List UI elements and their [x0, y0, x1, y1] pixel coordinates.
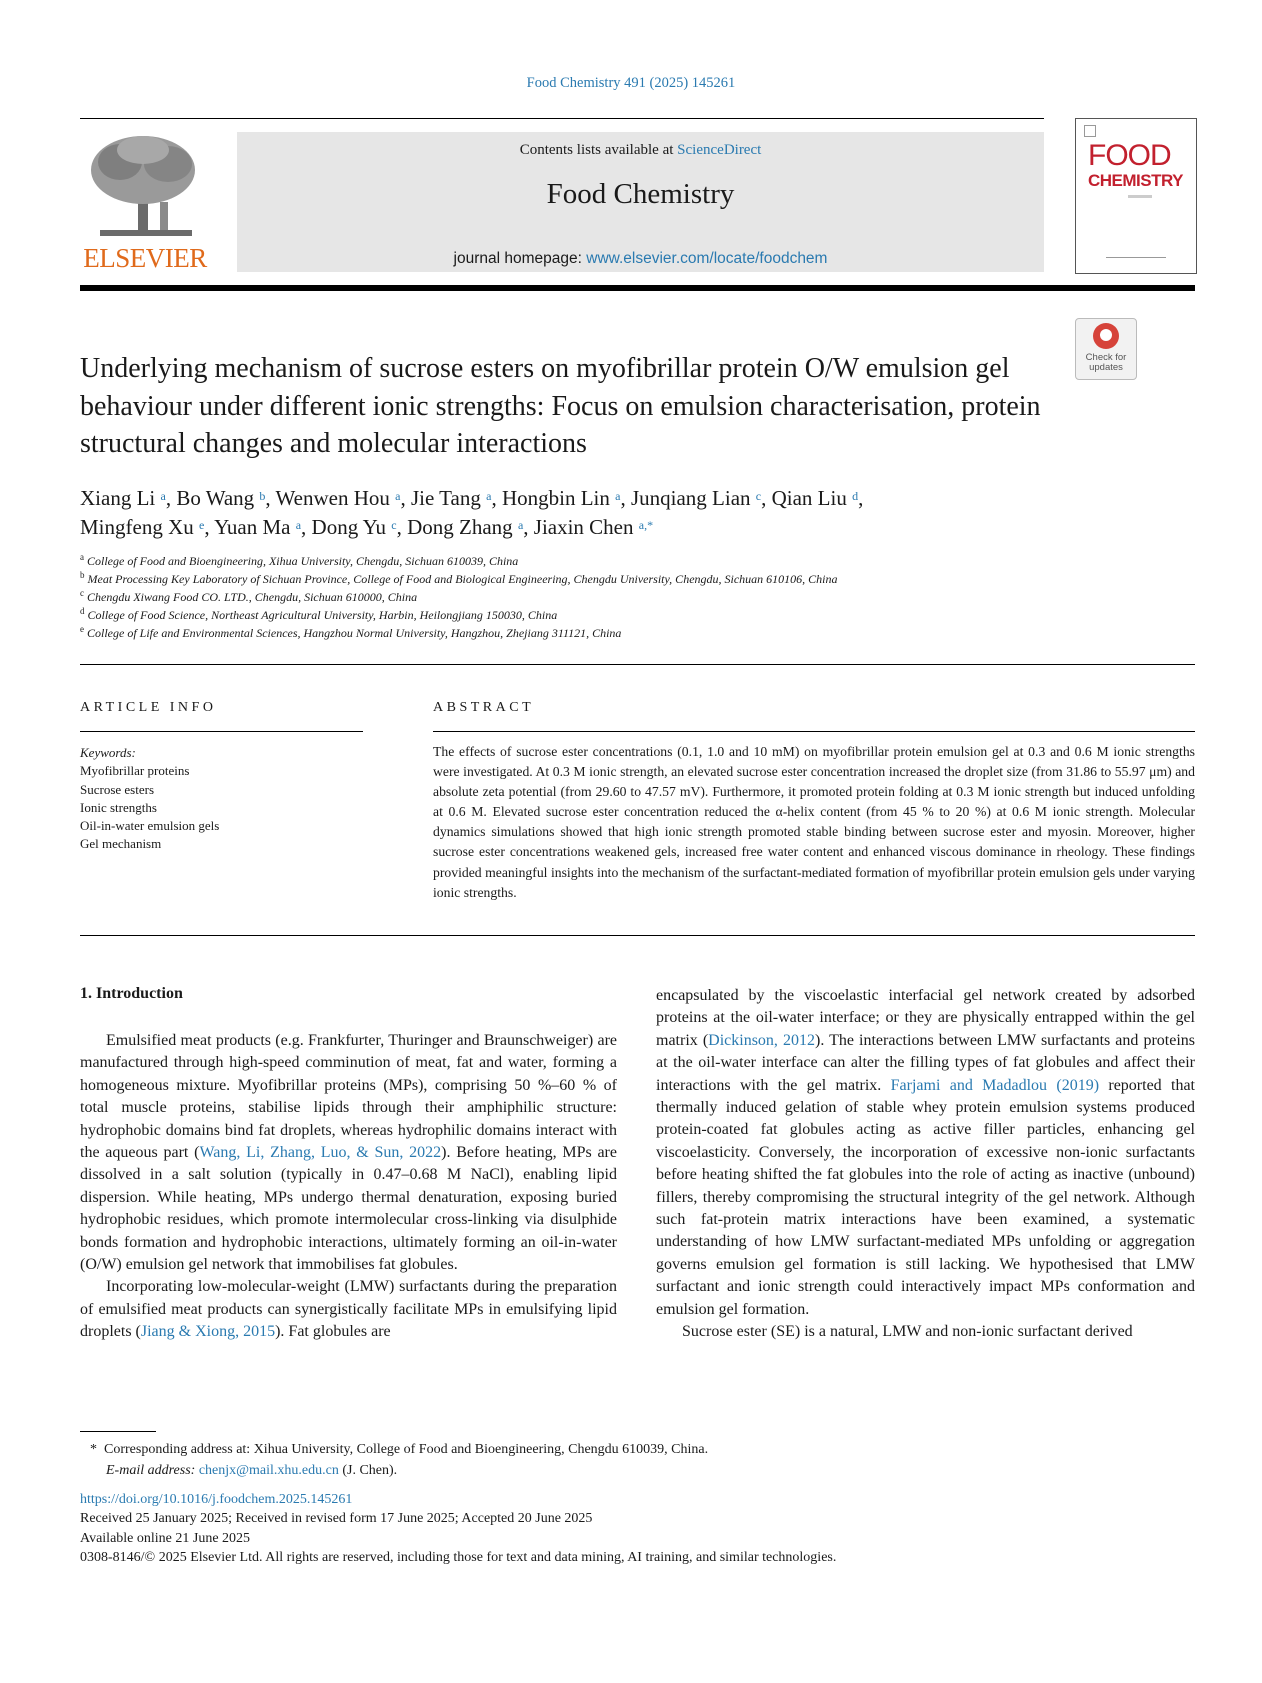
- p3-text-c: reported that thermally induced gelation of stable whey protein emulsion systems produced protein-coated fat globules acting as active filler particles, enhancing gel viscoelasticity. Conversely, the incorporation of excessive non-ionic surfactants before heating shifted the fat globules into the role of acting as inactive (unbound) fillers, thereby compromising the structural integrity of the gel network. Although such fat-protein matrix interactions have been examined, a systematic understanding of how LMW surfactant-mediated MPs unfolding or aggregation governs emulsion gel formation is still lacking. We hypothesised that LMW surfactant and ionic strength could interactively impact MPs conformation and emulsion gel formation.: [656, 1076, 1195, 1318]
- author-name[interactable]: Jie Tang: [410, 486, 481, 510]
- journal-banner: [237, 132, 1044, 272]
- received-dates: Received 25 January 2025; Received in revised form 17 June 2025; Accepted 20 June 2025: [80, 1511, 593, 1527]
- affiliation-key: e: [80, 624, 84, 634]
- keyword-item: Ionic strengths: [80, 799, 157, 815]
- intro-paragraph-4: Sucrose ester (SE) is a natural, LMW and non-ionic surfactant derived: [682, 1323, 1133, 1341]
- contents-line: [237, 142, 1044, 159]
- article-meta: [80, 1490, 1195, 1568]
- author-affiliation-sup[interactable]: a: [395, 489, 401, 503]
- author-affiliation-sup[interactable]: a: [160, 489, 166, 503]
- article-title: Underlying mechanism of sucrose esters on myofibrillar protein O/W emulsion gel behaviour under different ionic strengths: Focus on emulsion characterisation, protein structural changes and molecular interactions: [80, 353, 1041, 459]
- citation-dickinson-2012[interactable]: Dickinson, 2012: [708, 1031, 815, 1049]
- homepage-link[interactable]: www.elsevier.com/locate/foodchem: [586, 250, 828, 267]
- cover-editor-line: [1128, 195, 1152, 198]
- author-affiliation-sup[interactable]: a: [517, 517, 524, 532]
- author-affiliation-sup[interactable]: c: [755, 489, 762, 503]
- affiliation-c: [80, 590, 1180, 605]
- left-column: [80, 1030, 617, 1344]
- footnote: [90, 1439, 1190, 1481]
- elsevier-logo: [80, 132, 210, 274]
- keywords-label: Keywords:: [80, 745, 136, 760]
- elsevier-tree-icon: [80, 132, 210, 242]
- affiliation-d: [80, 608, 1180, 623]
- homepage-prefix: journal homepage:: [453, 250, 582, 267]
- email-link[interactable]: chenjx@mail.xhu.edu.cn: [198, 1463, 339, 1478]
- author-name[interactable]: Xiang Li: [80, 486, 156, 510]
- intro-heading: 1. Introduction: [80, 985, 183, 1002]
- journal-name: Food Chemistry: [546, 178, 735, 210]
- intro-paragraph-3: [656, 985, 1195, 1321]
- abstract-text: The effects of sucrose ester concentrations (0.1, 1.0 and 10 mM) on myofibrillar protein emulsion gel at 0.3 and 0.6 M ionic strengths were investigated. At 0.3 M ionic strength, an elevated sucrose ester concentration increased the droplet size (from 31.86 to 55.97 μm) and absolute zeta potential (from 29.60 to 47.57 mV). Furthermore, it promoted protein folding at 0.3 M ionic strength but induced unfolding at 0.6 M. Elevated sucrose ester concentration reduced the α-helix content (from 45 % to 20 %) at 0.6 M ionic strength. Molecular dynamics simulations showed that high ionic strength promoted stable binding between sucrose ester and myosin. Moreover, higher sucrose ester concentrations weakened gels, increased free water content and enhanced viscous dominance in rheology. These findings provided meaningful insights into the mechanism of the surfactant-mediated formation of myofibrillar protein emulsion gels under varying ionic strengths.: [433, 744, 1195, 900]
- p2-text-b: ). Fat globules are: [275, 1323, 391, 1341]
- available-online: Available online 21 June 2025: [80, 1530, 251, 1546]
- article-info-rule: [80, 731, 363, 732]
- author-name[interactable]: Mingfeng Xu: [80, 514, 194, 539]
- author-affiliation-sup[interactable]: c: [391, 517, 397, 532]
- p1-text-a: Emulsified meat products (e.g. Frankfurter, Thuringer and Braunschweiger) are manufactured through high-speed comminution of meat, fat and water, forming a homogeneous mixture. Myofibrillar proteins (MPs), comprising 50 %–60 % of total muscle proteins, stabilise lipids through their amphiphilic structure: hydrophobic domains bind fat droplets, whereas hydrophilic domains interact with the aqueous part (: [80, 1032, 617, 1162]
- contents-prefix: Contents lists available at: [519, 142, 674, 158]
- p1-text-b: ). Before heating, MPs are dissolved in a salt solution (typically in 0.47–0.68 M NaCl), enabling lipid dispersion. While heating, MPs undergo thermal denaturation, exposing buried hydrophobic residues, which promote intermolecular cross-linking via disulphide bonds formation and hydrophobic interactions, ultimately forming an oil-in-water (O/W) emulsion gel network that immobilises fat globules.: [80, 1144, 617, 1274]
- p3-text-a: encapsulated by the viscoelastic interfacial gel network created by adsorbed proteins at the oil-water interface; or they are physically entrapped within the gel matrix (: [656, 987, 1195, 1049]
- keywords-block: [80, 744, 370, 854]
- author-line-2: Mingfeng Xu $^e$, Yuan Ma $^a$, Dong Yu $^c$, Dong Zhang $^a$, Jiaxin Chen $^{a,*}$: [80, 514, 654, 539]
- affiliation-e: [80, 626, 1180, 641]
- corresponding-address: Corresponding address at: Xihua University, College of Food and Bioengineering, Chengdu 610039, China.: [104, 1442, 709, 1457]
- author-name[interactable]: Dong Zhang: [407, 514, 513, 539]
- check-updates-label: Check for updates: [1085, 352, 1127, 373]
- author-name[interactable]: Bo Wang: [176, 486, 255, 510]
- author-list: [80, 484, 1080, 541]
- author-name[interactable]: Dong Yu: [311, 514, 387, 539]
- citation-farjami-2019[interactable]: Farjami and Madadlou (2019): [890, 1076, 1100, 1094]
- affiliation-text: College of Food Science, Northeast Agricultural University, Harbin, Heilongjiang 150030, China: [84, 608, 558, 622]
- cover-title-chemistry: CHEMISTRY: [1088, 171, 1183, 190]
- affiliation-text: College of Life and Environmental Sciences, Hangzhou Normal University, Hangzhou, Zhejiang 311121, China: [84, 626, 622, 640]
- check-for-updates-badge[interactable]: [1075, 318, 1137, 380]
- sciencedirect-link[interactable]: ScienceDirect: [677, 142, 762, 158]
- email-label: E-mail address:: [106, 1463, 196, 1478]
- affiliation-key: d: [80, 606, 85, 616]
- abstract-heading: ABSTRACT: [433, 700, 535, 715]
- affiliation-key: b: [80, 570, 85, 580]
- keyword-item: Gel mechanism: [80, 836, 162, 852]
- cover-title-food: FOOD: [1088, 139, 1171, 172]
- copyright-line: 0308-8146/© 2025 Elsevier Ltd. All rights are reserved, including those for text and data mining, AI training, and similar technologies.: [80, 1550, 837, 1566]
- affiliation-a: [80, 554, 1180, 569]
- header-rule-thick: [80, 285, 1195, 291]
- author-name[interactable]: Junqiang Lian: [630, 486, 751, 510]
- cover-mini-logo-icon: [1084, 125, 1096, 137]
- author-affiliation-sup[interactable]: e: [199, 517, 205, 532]
- citation-jiang-2015[interactable]: Jiang & Xiong, 2015: [140, 1323, 276, 1341]
- keyword-item: Sucrose esters: [80, 781, 155, 797]
- author-affiliation-sup[interactable]: a: [486, 489, 492, 503]
- journal-cover[interactable]: [1075, 118, 1197, 274]
- intro-paragraph-1: [80, 1030, 617, 1276]
- citation-wang-2022[interactable]: Wang, Li, Zhang, Luo, & Sun, 2022: [199, 1144, 442, 1162]
- author-affiliation-sup[interactable]: a: [295, 517, 302, 532]
- keyword-item: Myofibrillar proteins: [80, 763, 190, 779]
- author-affiliation-sup[interactable]: a: [615, 489, 621, 503]
- corresponding-note: [90, 1439, 1190, 1460]
- author-affiliation-sup[interactable]: b: [259, 489, 266, 503]
- journal-reference[interactable]: Food Chemistry 491 (2025) 145261: [526, 75, 736, 91]
- intro-paragraph-2: [80, 1276, 617, 1343]
- affiliation-b: [80, 572, 1180, 587]
- author-affiliation-sup[interactable]: d: [852, 489, 859, 503]
- header-rule-top: [80, 118, 1044, 119]
- keyword-item: Oil-in-water emulsion gels: [80, 818, 220, 834]
- right-column: [656, 985, 1195, 1344]
- email-suffix: (J. Chen).: [342, 1463, 398, 1478]
- affiliation-text: Chengdu Xiwang Food CO. LTD., Chengdu, Sichuan 610000, China: [84, 590, 418, 604]
- author-name[interactable]: Qian Liu: [771, 486, 847, 510]
- homepage-line: [237, 250, 1044, 268]
- abstract-bottom-rule: [80, 935, 1195, 936]
- keywords-list: [80, 762, 370, 853]
- author-name[interactable]: Jiaxin Chen: [533, 514, 634, 539]
- affiliation-key: c: [80, 588, 84, 598]
- affiliation-key: a: [80, 552, 84, 562]
- affiliation-text: Meat Processing Key Laboratory of Sichuan Province, College of Food and Biological Engineering, Chengdu University, Chengdu, Sichuan 610106, China: [84, 572, 838, 586]
- p2-text-a: Incorporating low-molecular-weight (LMW) surfactants during the preparation of emulsified meat products can synergistically facilitate MPs in emulsifying lipid droplets (: [80, 1278, 617, 1341]
- email-line: [90, 1460, 1190, 1481]
- abstract-rule: [433, 731, 1195, 732]
- affiliation-text: College of Food and Bioengineering, Xihua University, Chengdu, Sichuan 610039, China: [84, 554, 519, 568]
- doi-link[interactable]: https://doi.org/10.1016/j.foodchem.2025.145261: [80, 1492, 353, 1507]
- elsevier-wordmark: ELSEVIER: [83, 243, 207, 273]
- bookmark-icon: [1093, 323, 1119, 349]
- author-name[interactable]: Yuan Ma: [214, 514, 291, 539]
- footnote-rule: [80, 1431, 156, 1432]
- cover-bottom-rule: [1106, 257, 1166, 258]
- affiliation-rule: [80, 664, 1195, 665]
- author-name[interactable]: Hongbin Lin: [501, 486, 610, 510]
- author-affiliation-sup[interactable]: a,*: [638, 517, 654, 532]
- article-info-heading: ARTICLE INFO: [80, 700, 217, 715]
- p3-text-b: ). The interactions between LMW surfactants and proteins at the oil-water interface can alter the filling types of fat globules and affect their interactions with the gel matrix.: [656, 1031, 1196, 1094]
- author-name[interactable]: Wenwen Hou: [275, 486, 390, 510]
- footnote-star: *: [90, 1442, 97, 1457]
- author-line-1: Xiang Li $^a$, Bo Wang $^b$, Wenwen Hou $^a$, Jie Tang $^a$, Hongbin Lin $^a$, Junqiang Lian $^c$, Qian Liu $^d$,: [80, 486, 864, 510]
